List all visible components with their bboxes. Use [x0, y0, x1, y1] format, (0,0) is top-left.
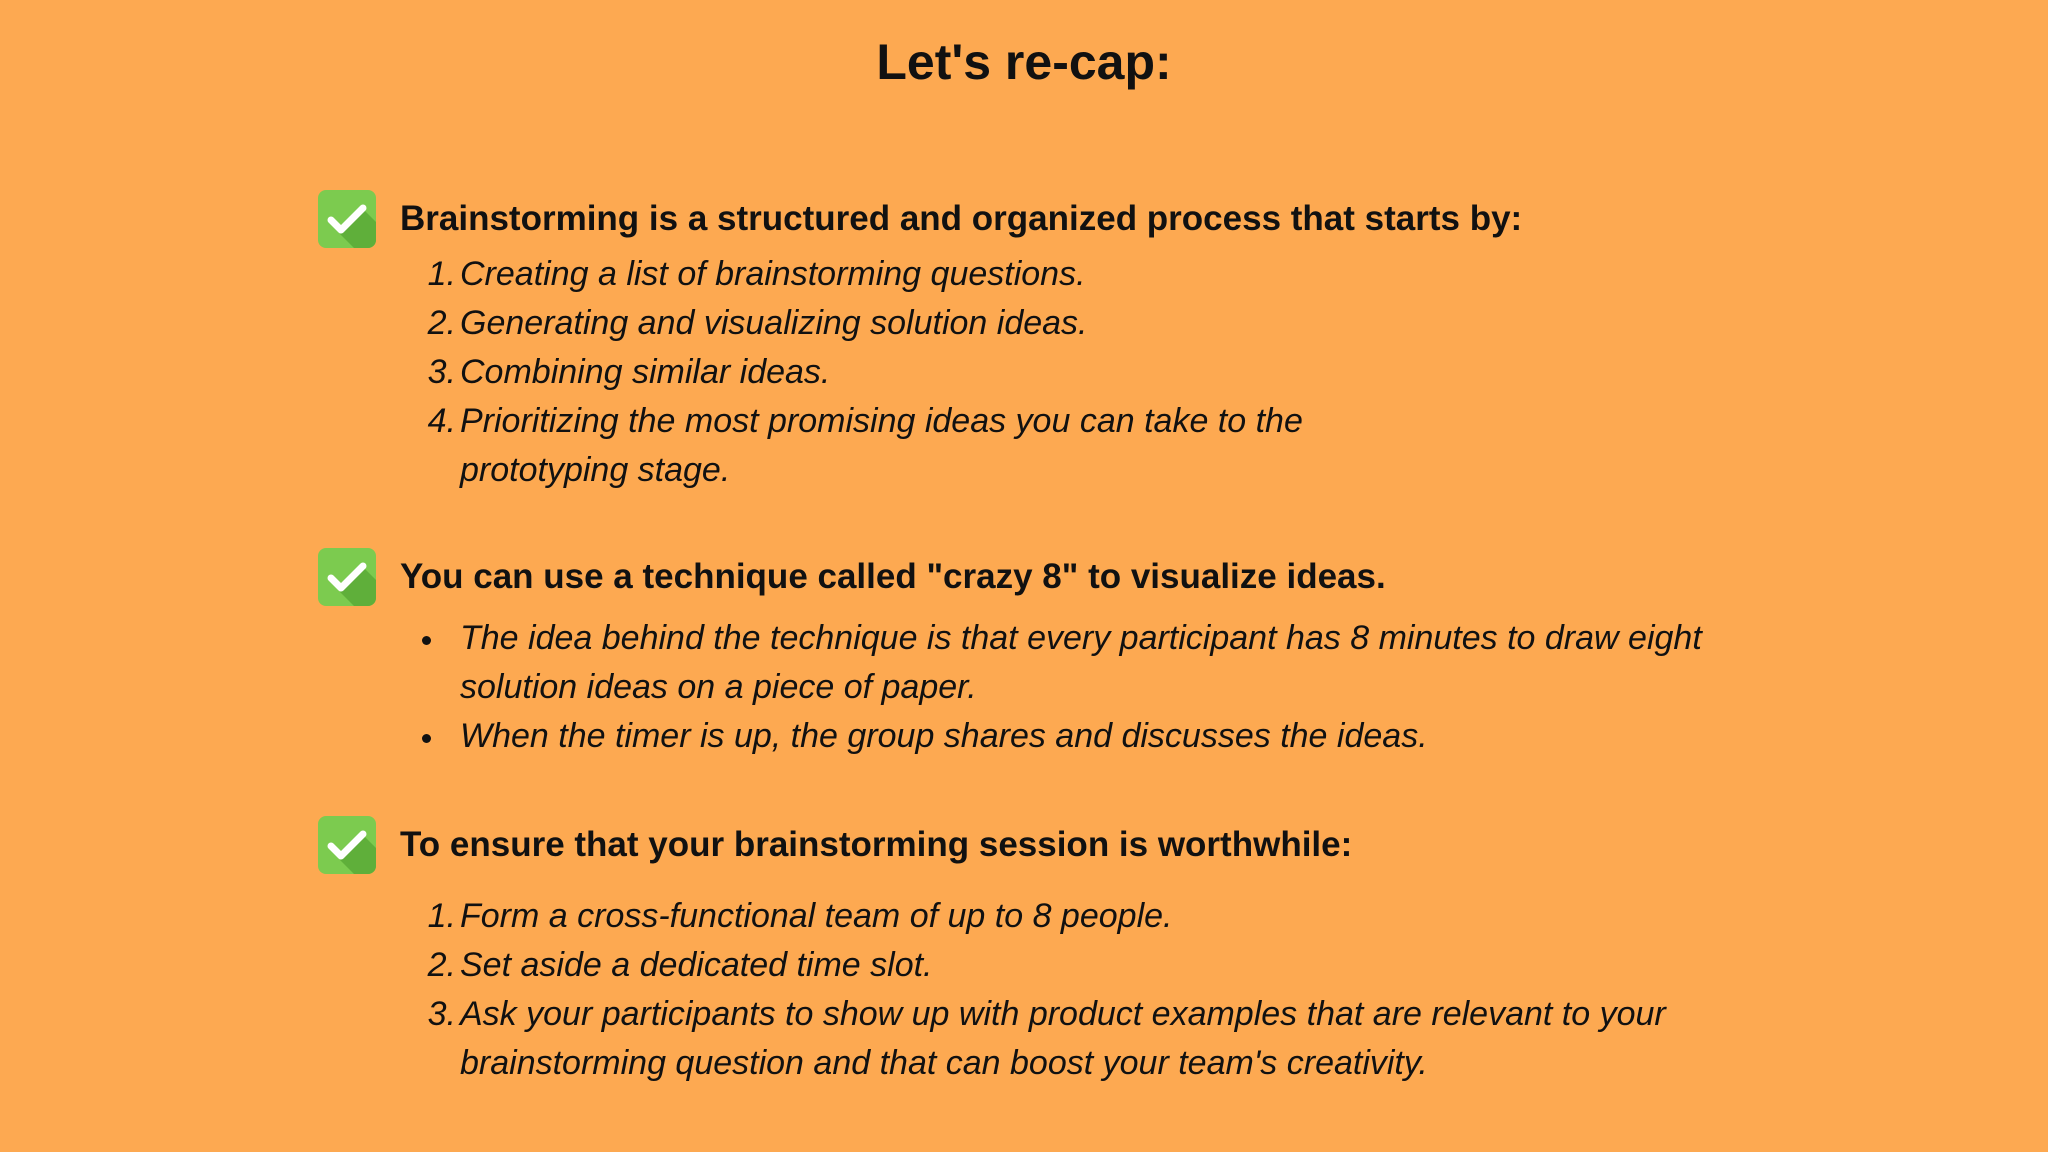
list-item: [400, 990, 1720, 1088]
list-item-text: Combining similar ideas.: [460, 353, 831, 391]
list-number: 3.: [427, 995, 456, 1033]
list-number: 4.: [427, 402, 456, 440]
list-item-text: Set aside a dedicated time slot.: [460, 946, 933, 984]
numbered-list: [400, 250, 1720, 495]
section-heading: To ensure that your brainstorming session is worthwhile:: [400, 825, 1353, 864]
list-item: [400, 712, 1720, 761]
section-heading: Brainstorming is a structured and organized process that starts by:: [400, 199, 1523, 238]
list-number: 1.: [427, 255, 456, 293]
checkmark-icon: [318, 548, 376, 606]
section-header: [318, 548, 1738, 608]
list-item-text: Creating a list of brainstorming questions.: [460, 255, 1086, 293]
list-item-text: Ask your participants to show up with product examples that are relevant to your brainstorming question and that can boost your team's creativity.: [460, 995, 1666, 1082]
list-item-text: Generating and visualizing solution ideas.: [460, 304, 1088, 342]
list-item: [400, 348, 1720, 397]
list-number: 2.: [427, 304, 456, 342]
list-number: 2.: [427, 946, 456, 984]
list-item: [400, 299, 1720, 348]
list-item: [400, 614, 1740, 712]
bulleted-list: [400, 614, 1720, 761]
list-number: 3.: [427, 353, 456, 391]
page-title: Let's re-cap:: [876, 34, 1172, 90]
section-heading: You can use a technique called "crazy 8" to visualize ideas.: [400, 557, 1386, 596]
checkmark-icon: [318, 816, 376, 874]
list-item-text: Form a cross-functional team of up to 8 people.: [460, 897, 1173, 935]
section-header: [318, 190, 1738, 250]
list-item: [400, 250, 1720, 299]
bullet-icon: [422, 734, 431, 743]
recap-section-worthwhile-session: [318, 816, 1738, 1088]
list-item-text: The idea behind the technique is that every participant has 8 minutes to draw eight solution ideas on a piece of paper.: [460, 619, 1702, 706]
bullet-icon: [422, 636, 431, 645]
list-item-text: When the timer is up, the group shares and discusses the ideas.: [460, 717, 1428, 755]
list-item-text: Prioritizing the most promising ideas you can take to the prototyping stage.: [460, 402, 1303, 489]
recap-section-crazy-8: [318, 548, 1738, 761]
list-item: [400, 397, 1420, 495]
list-item: [400, 941, 1720, 990]
list-item: [400, 892, 1720, 941]
checkmark-icon: [318, 190, 376, 248]
recap-section-structured-process: [318, 190, 1738, 495]
list-number: 1.: [427, 897, 456, 935]
numbered-list: [400, 892, 1720, 1088]
section-header: [318, 816, 1738, 876]
